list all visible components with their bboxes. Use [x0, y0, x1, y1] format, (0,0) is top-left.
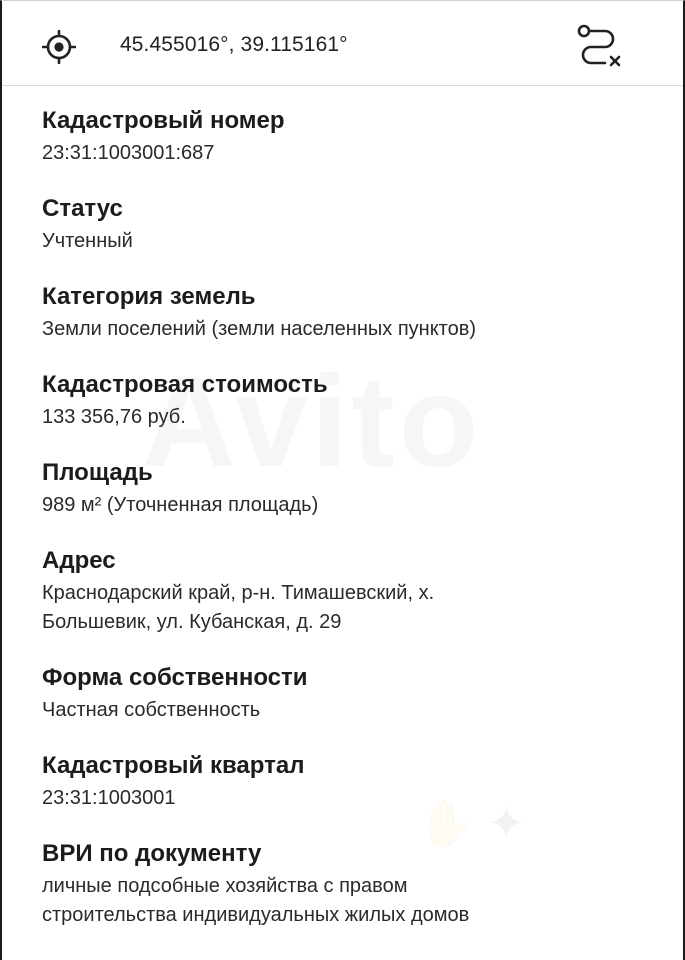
field-value-line[interactable]: Краснодарский край, р-н. Тимашевский, х. [42, 582, 435, 604]
coordinates-text[interactable]: 45.455016°, 39.115161° [120, 33, 348, 56]
field-area [42, 458, 652, 520]
field-cadastral-number [42, 106, 652, 168]
field-cadastral-value [42, 370, 652, 432]
field-value[interactable]: 23:31:1003001 [42, 787, 176, 809]
field-value[interactable]: 23:31:1003001:687 [42, 142, 215, 164]
watermark-secondary: ✋ ✦ [417, 797, 526, 849]
field-value-line: строительства индивидуальных жилых домов [42, 904, 470, 926]
field-value: Частная собственность [42, 699, 261, 721]
route-clear-icon[interactable] [575, 23, 623, 69]
coordinates-bar [2, 1, 683, 86]
field-value-line: личные подсобные хозяйства с правом [42, 875, 408, 897]
field-label: Статус [42, 195, 123, 222]
field-label: Кадастровая стоимость [42, 371, 328, 398]
field-label: Кадастровый номер [42, 107, 285, 134]
crosshair-locate-icon[interactable] [42, 30, 76, 64]
field-value: Земли поселений (земли населенных пунктов) [42, 318, 477, 340]
field-ownership-form [42, 663, 652, 725]
parcel-details [42, 106, 652, 930]
field-cadastral-quarter [42, 751, 652, 813]
field-value: Учтенный [42, 230, 133, 252]
field-label: Кадастровый квартал [42, 752, 305, 779]
field-status [42, 194, 652, 256]
field-value-line[interactable]: Большевик, ул. Кубанская, д. 29 [42, 611, 342, 633]
field-address [42, 546, 652, 637]
field-land-category [42, 282, 652, 344]
field-label: ВРИ по документу [42, 840, 262, 867]
field-label: Форма собственности [42, 664, 308, 691]
field-value: 989 м² (Уточненная площадь) [42, 494, 319, 516]
field-label: Категория земель [42, 283, 256, 310]
field-value: 133 356,76 руб. [42, 406, 186, 428]
field-permitted-use [42, 839, 652, 930]
field-label: Площадь [42, 459, 153, 486]
field-label: Адрес [42, 547, 116, 574]
